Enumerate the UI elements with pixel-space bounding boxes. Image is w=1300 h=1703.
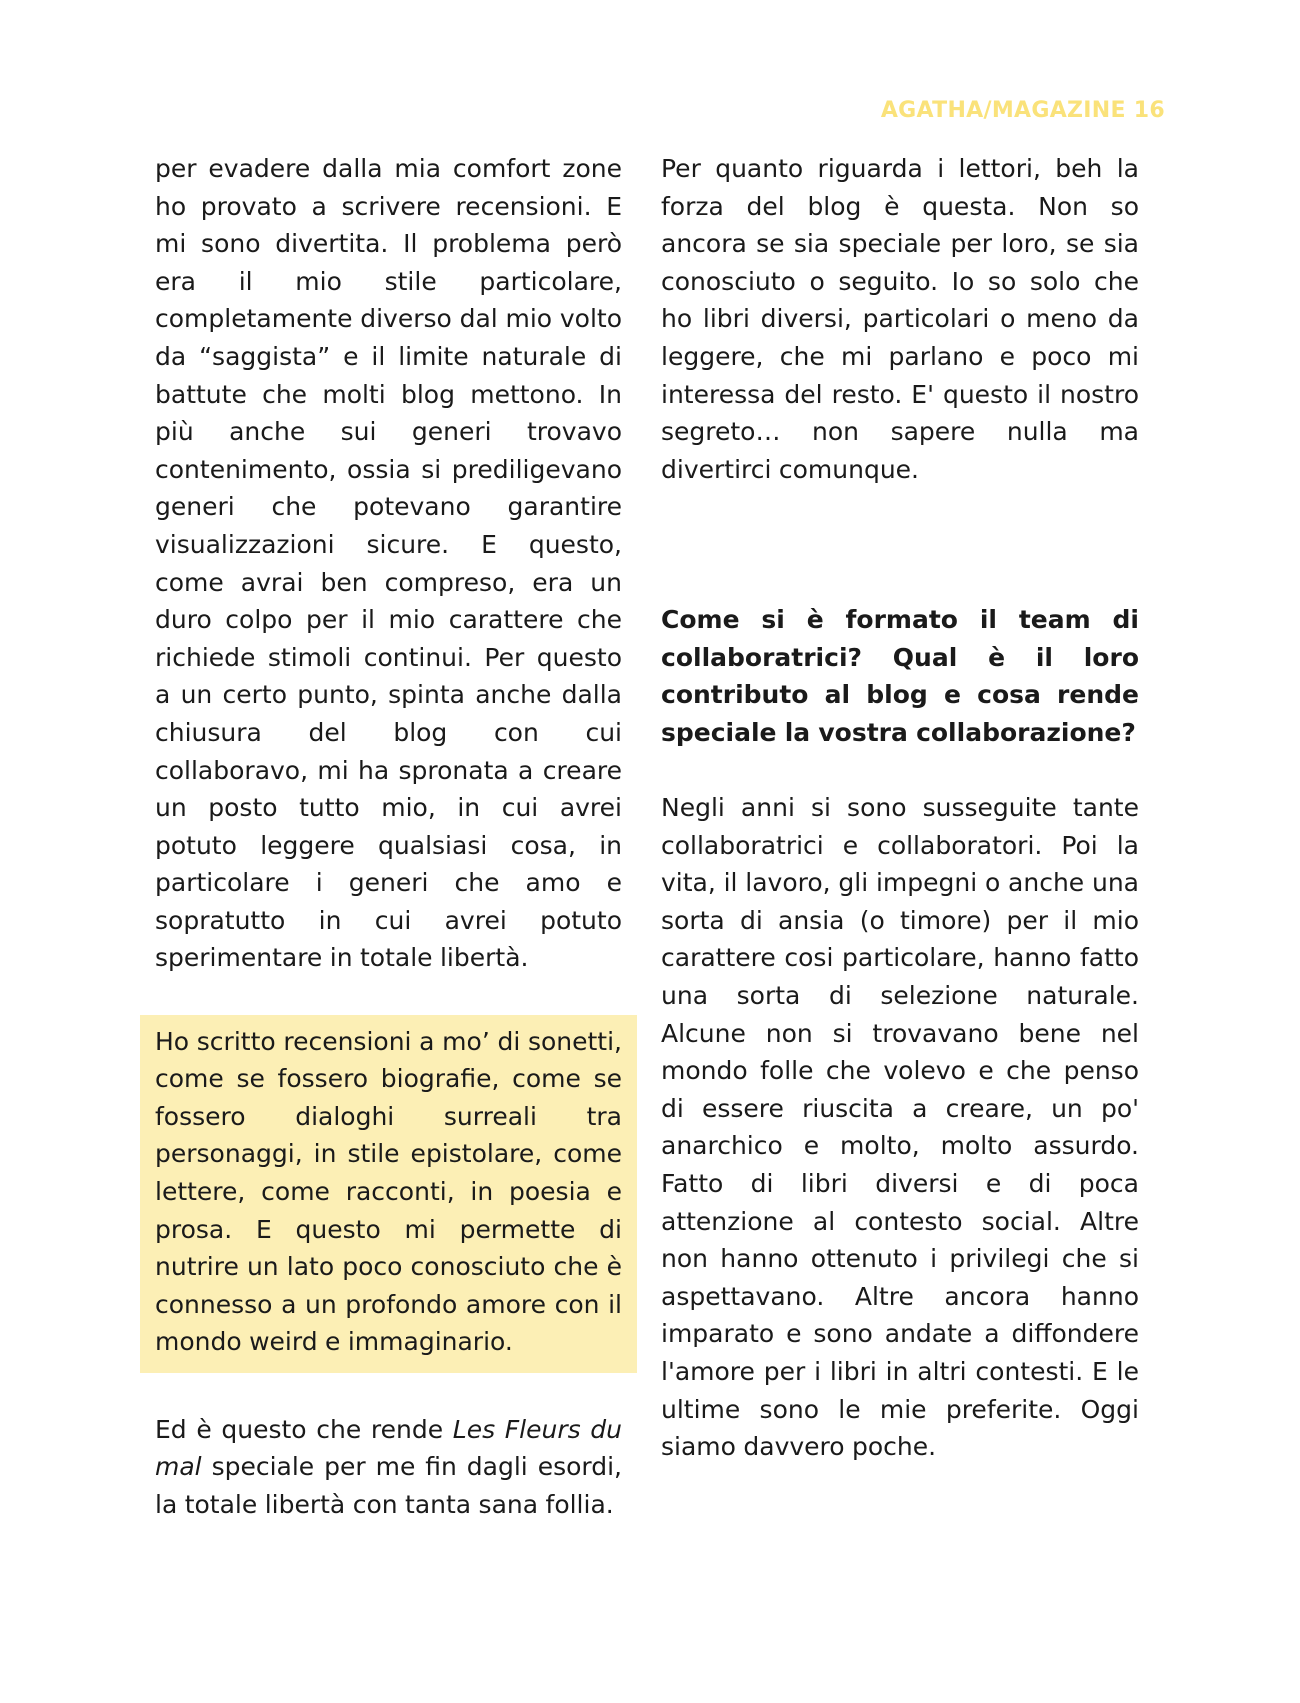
closing-paragraph [155, 1411, 622, 1524]
closing-paragraph-end: speciale per me fin dagli esordi, la totale libertà con tanta sana follia. [155, 1452, 622, 1519]
interview-question: Come si è formato il team di collaboratrici? Qual è il loro contributo al blog e cosa rende speciale la vostra collaborazione? [661, 605, 1139, 747]
body-paragraph: per evadere dalla mia comfort zone ho provato a scrivere recensioni. E mi sono divertita. Il problema però era il mio stile particolare, completamente diverso dal mio volto da “saggista” e il limite naturale di battute che molti blog mettono. In più anche sui generi trovavo contenimento, ossia si prediligevano generi che potevano garantire visualizzazioni sicure. E questo, come avrai ben compreso, era un duro colpo per il mio carattere che richiede stimoli continui. Per questo a un certo punto, spinta anche dalla chiusura del blog con cui collaboravo, mi ha spronata a creare un posto tutto mio, in cui avrei potuto leggere qualsiasi cosa, in particolare i generi che amo e sopratutto in cui avrei potuto sperimentare in totale libertà. [155, 154, 622, 973]
blog-name-italic: Les Fleurs du mal [155, 1414, 622, 1482]
closing-paragraph-start: Ed è questo che rende [155, 1414, 453, 1444]
right-column [661, 150, 1139, 1466]
running-header: AGATHA/MAGAZINE 16 [880, 98, 1165, 123]
paragraph-spacer [661, 564, 1139, 602]
interview-answer: Negli anni si sono susseguite tante collaboratrici e collaboratori. Poi la vita, il lavoro, gli impegni o anche una sorta di ansia (o timore) per il mio carattere cosi particolare, hanno fatto una sorta di selezione naturale. Alcune non si trovavano bene nel mondo folle che volevo e che penso di essere riuscita a creare, un po' anarchico e molto, molto assurdo. Fatto di libri diversi e di poca attenzione al contesto social. Altre non hanno ottenuto i privilegi che si aspettavano. Altre ancora hanno imparato e sono andate a diffondere l'amore per i libri in altri contesti. E le ultime sono le mie preferite. Oggi siamo davvero poche. [661, 793, 1139, 1462]
paragraph-spacer [155, 977, 622, 1015]
paragraph-spacer [155, 1373, 622, 1411]
body-paragraph: Per quanto riguarda i lettori, beh la forza del blog è questa. Non so ancora se sia speciale per loro, se sia conosciuto o seguito. Io so solo che ho libri diversi, particolari o meno da leggere, che mi parlano e poco mi interessa del resto. E' questo il nostro segreto… non sapere nulla ma divertirci comunque. [661, 154, 1139, 484]
paragraph-spacer [661, 488, 1139, 526]
paragraph-spacer [661, 526, 1139, 564]
highlighted-paragraph: Ho scritto recensioni a mo’ di sonetti, come se fossero biografie, come se fossero dialoghi surreali tra personaggi, in stile epistolare, come lettere, come racconti, in poesia e prosa. E questo mi permette di nutrire un lato poco conosciuto che è connesso a un profondo amore con il mondo weird e immaginario. [140, 1015, 637, 1373]
paragraph-spacer [661, 752, 1139, 790]
left-column [155, 150, 622, 1523]
